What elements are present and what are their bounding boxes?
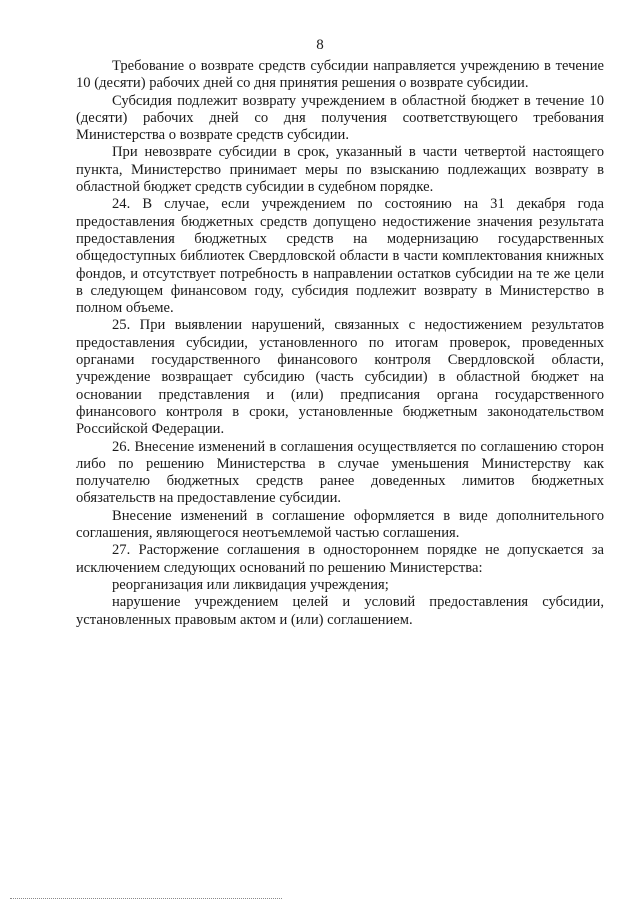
paragraph-25: 25. При выявлении нарушений, связанных с недостижением результатов предоставления субсидии, установленного по итогам проверок, проведенных органами государственного финансового контроля Свердловской области, учреждение возвращает субсидию (часть субсидии) в областной бюджет на основании представления и (или) предписания органа государственного финансового контроля в сроки, установленные бюджетным законодательством Российской Федерации.: [76, 317, 604, 438]
page-number: 8: [316, 37, 324, 53]
paragraph-refund-deadline: Субсидия подлежит возврату учреждением в областной бюджет в течение 10 (десяти) рабочих дней со дня получения соответствующего требования Министерства о возврате средств субсидии.: [76, 92, 604, 144]
footer-divider: [10, 898, 282, 899]
paragraph-refund-request: Требование о возврате средств субсидии направляется учреждению в течение 10 (десяти) рабочих дней со дня принятия решения о возврате субсидии.: [76, 58, 604, 92]
paragraph-violation: нарушение учреждением целей и условий предоставления субсидии, установленных правовым актом и (или) соглашением.: [76, 594, 604, 628]
document-body: [76, 58, 604, 629]
paragraph-24: 24. В случае, если учреждением по состоянию на 31 декабря года предоставления бюджетных средств допущено недостижение значения результата предоставления бюджетных средств на модернизацию государственных общедоступных библиотек Свердловской области в части комплектования книжных фондов, и отсутствует потребность в направлении остатков субсидии на те же цели в следующем финансовом году, субсидия подлежит возврату в Министерство в полном объеме.: [76, 196, 604, 317]
paragraph-26: 26. Внесение изменений в соглашения осуществляется по соглашению сторон либо по решению Министерства в случае уменьшения Министерству как получателю бюджетных средств ранее доведенных лимитов бюджетных обязательств на предоставление субсидии.: [76, 438, 604, 507]
paragraph-reorganization: реорганизация или ликвидация учреждения;: [112, 576, 389, 593]
paragraph-non-return: При невозврате субсидии в срок, указанный в части четвертой настоящего пункта, Министерство принимает меры по взысканию подлежащих возврату в областной бюджет средств субсидии в судебном порядке.: [76, 144, 604, 196]
paragraph-27: 27. Расторжение соглашения в одностороннем порядке не допускается за исключением следующих оснований по решению Министерства:: [76, 542, 604, 576]
paragraph-amendment-form: Внесение изменений в соглашение оформляется в виде дополнительного соглашения, являющегося неотъемлемой частью соглашения.: [76, 507, 604, 542]
